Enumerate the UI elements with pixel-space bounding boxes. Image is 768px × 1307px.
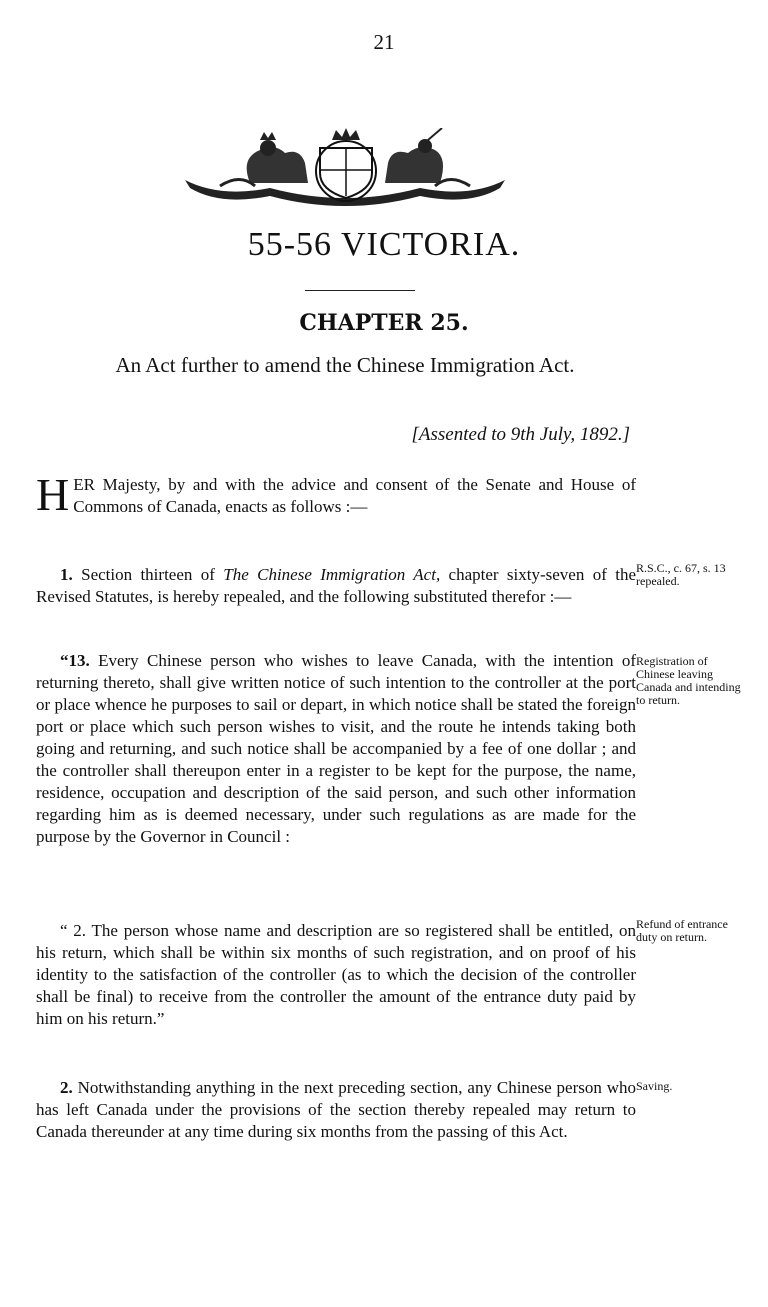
marginal-note-2: Registration of Chinese leaving Canada and intending to return. — [636, 654, 741, 707]
section-2-number: 2. — [60, 1078, 73, 1097]
section-13 — [36, 650, 636, 848]
drop-cap: H — [36, 469, 70, 520]
section-1-text-before: Section thirteen of — [81, 565, 224, 584]
enacting-text: ER Majesty, by and with the advice and consent of the Senate and House of Commons of Canada, enacts as follows :— — [73, 475, 636, 516]
section-2-text: Notwithstanding anything in the next preceding section, any Chinese person who has left Canada under the provisions of the section thereby repealed may return to Canada thereunder at any time during six months from the passing of this Act. — [36, 1078, 637, 1141]
enacting-clause — [36, 469, 636, 520]
section-2 — [36, 1077, 636, 1143]
royal-coat-of-arms-icon — [180, 128, 510, 206]
section-13-number: “13. — [60, 651, 90, 670]
section-1-number: 1. — [60, 565, 73, 584]
section-1-act-name: The Chinese Immigration Act — [223, 565, 436, 584]
section-13-subsection-2 — [36, 920, 636, 1030]
marginal-note-4: Saving. — [636, 1079, 673, 1093]
page-number: 21 — [373, 30, 395, 54]
section-1-text-after: , chapter sixty-seven of the Revised Statutes, is hereby repealed, and the following substituted therefor :— — [36, 565, 636, 606]
marginal-note-1: R.S.C., c. 67, s. 13 repealed. — [636, 561, 726, 588]
assent-date: [Assented to 9th July, 1892.] — [411, 424, 630, 445]
section-1 — [36, 564, 636, 608]
act-long-title: An Act further to amend the Chinese Immigration Act. — [115, 353, 575, 377]
marginal-note-3: Refund of entrance duty on return. — [636, 917, 728, 944]
section-13-2-text: “ 2. The person whose name and description are so registered shall be entitled, on his return, which shall be within six months of such registration, and on proof of his identity to the satisfaction of the controller (as to which the decision of the controller shall be final) to receive from the controller the amount of the entrance duty paid by him on his return.” — [36, 921, 636, 1028]
section-13-text: Every Chinese person who wishes to leave Canada, with the intention of returning thereto, shall give written notice of such intention to the controller at the port or place whence he purposes to sail or depart, in which notice shall be stated the foreign port or place which such person wishes to visit, and the route he intends taking both going and returning, and such notice shall be accompanied by a fee of one dollar ; and the controller shall thereupon enter in a register to be kept for the purpose, the name, residence, occupation and description of the said person, and such other information regarding him as is deemed necessary, under such regulations as are made for the purpose by the Governor in Council : — [36, 651, 636, 846]
regnal-year-heading: 55-56 VICTORIA. — [247, 226, 521, 263]
divider — [305, 290, 415, 291]
chapter-heading: CHAPTER 25. — [299, 310, 469, 336]
